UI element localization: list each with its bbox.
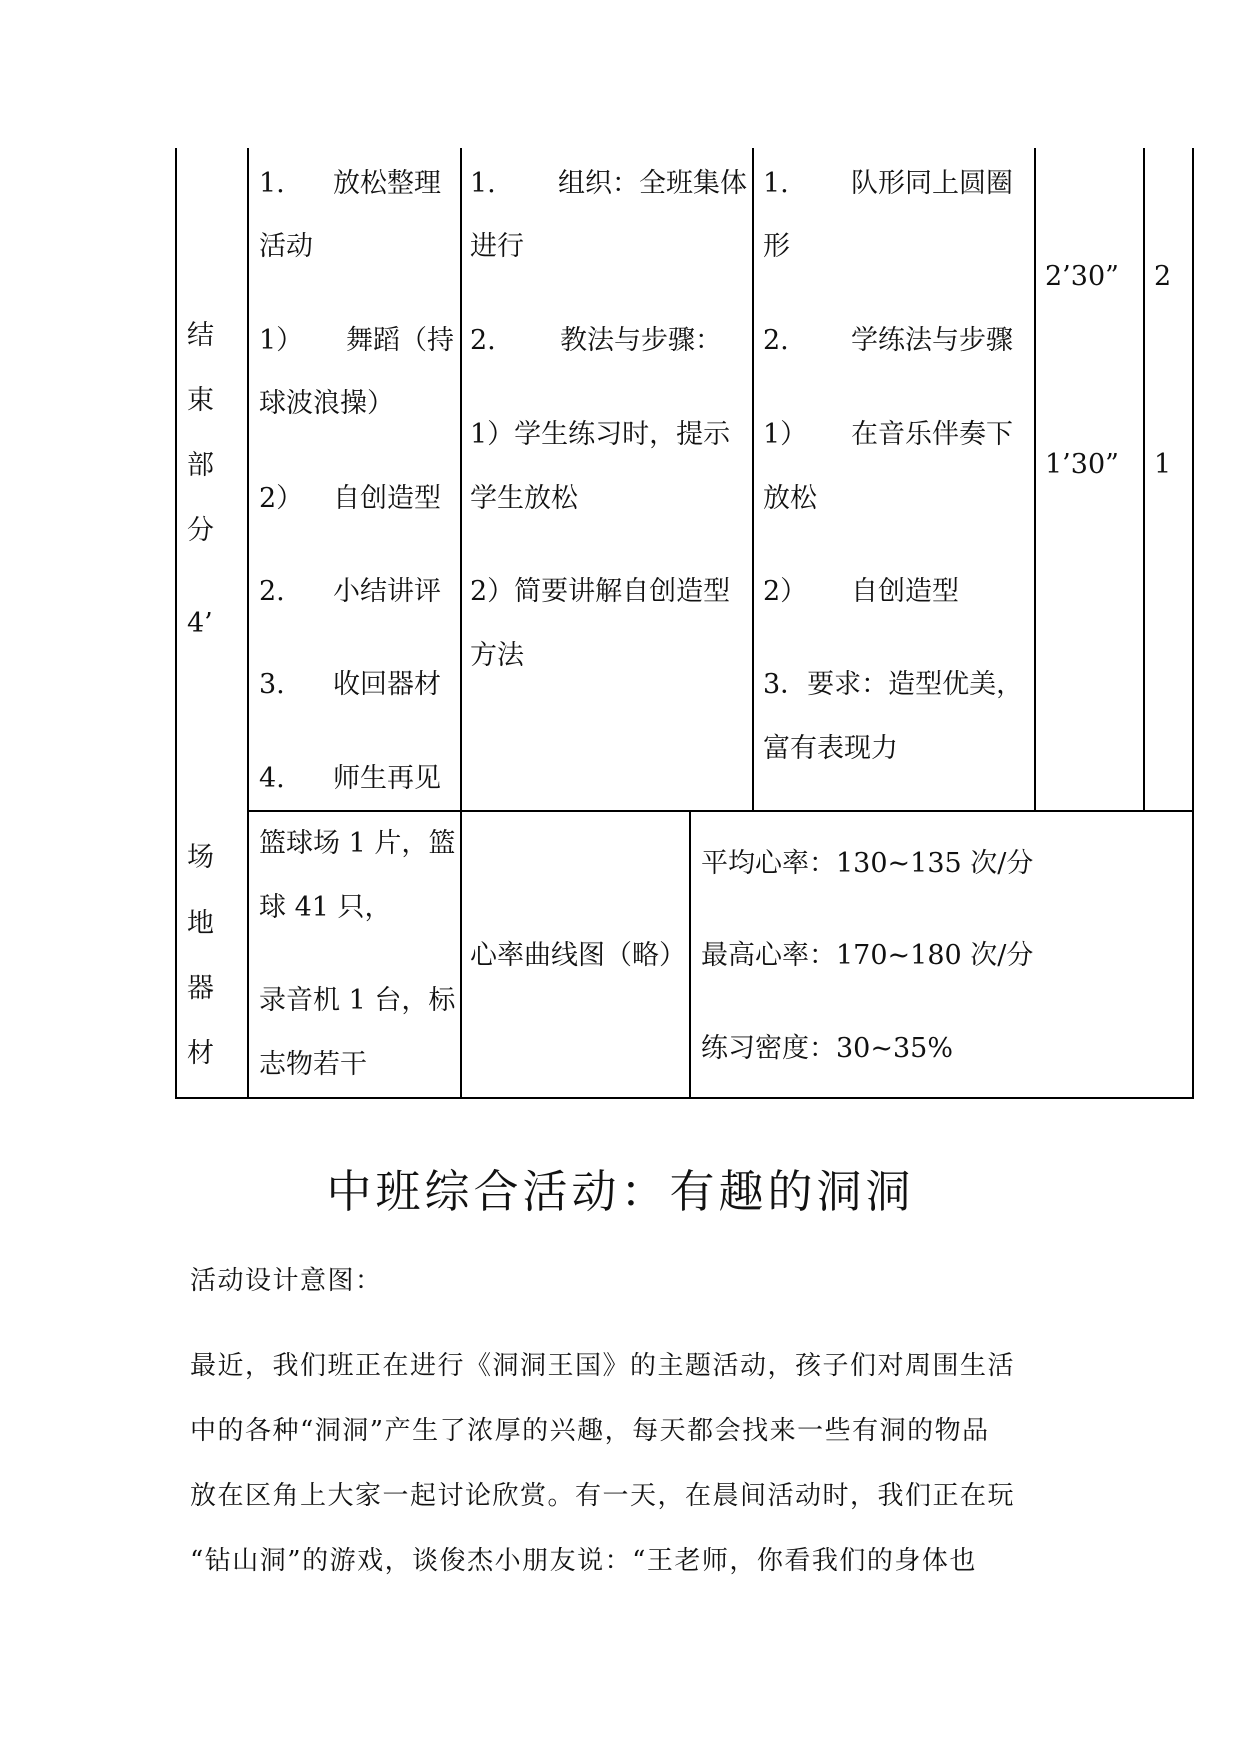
item-text: 放松	[763, 483, 817, 514]
count-value: 1	[1154, 449, 1172, 480]
label-char: 部	[187, 450, 214, 481]
item-number: 2.	[259, 576, 285, 607]
item-text: 队形同上圆圈	[851, 168, 1013, 199]
item-text: 形	[763, 231, 790, 262]
table-row-divider	[247, 810, 1194, 812]
table-divider-label	[247, 148, 249, 1098]
equipment-line: 录音机 1 台，标	[259, 985, 456, 1016]
table-divider-content	[460, 148, 462, 1098]
item-number: 1）	[259, 325, 304, 356]
table-border-right	[1192, 148, 1194, 1098]
equipment-line: 篮球场 1 片，篮	[259, 828, 456, 859]
item-text: 3．要求：造型优美，	[763, 669, 1024, 700]
table-border-bottom	[175, 1097, 1194, 1099]
item-text: 教法与步骤：	[560, 325, 722, 356]
label-char: 4’	[187, 608, 213, 639]
item-text: 活动	[259, 231, 313, 262]
item-text: 在音乐伴奏下	[851, 419, 1013, 450]
time-value: 1’30”	[1045, 449, 1119, 480]
table-divider-student	[1034, 148, 1036, 810]
heart-rate-curve-note: 心率曲线图（略）	[470, 940, 686, 971]
section-label: 活动设计意图：	[190, 1266, 383, 1296]
stat-line: 最高心率：170~180 次/分	[701, 940, 1034, 971]
item-text: 方法	[470, 640, 524, 671]
paragraph-line: “钻山洞”的游戏，谈俊杰小朋友说：“王老师，你看我们的身体也	[190, 1546, 977, 1576]
item-number: 2.	[470, 325, 496, 356]
item-number: 2.	[763, 325, 789, 356]
item-text: 放松整理	[333, 168, 441, 199]
item-number: 1.	[470, 168, 496, 199]
paragraph-line: 放在区角上大家一起讨论欣赏。有一天，在晨间活动时，我们正在玩	[190, 1481, 1016, 1511]
item-text: 组织：全班集体	[558, 168, 747, 199]
label-char: 分	[187, 515, 214, 546]
item-number: 3.	[259, 669, 285, 700]
item-text: 进行	[470, 231, 524, 262]
item-text: 富有表现力	[763, 733, 898, 764]
label-char: 束	[187, 385, 214, 416]
item-text: 自创造型	[333, 483, 441, 514]
item-number: 1.	[763, 168, 789, 199]
label-char: 器	[187, 973, 214, 1004]
time-value: 2’30”	[1045, 261, 1119, 292]
paragraph-line: 中的各种“洞洞”产生了浓厚的兴趣，每天都会找来一些有洞的物品	[190, 1416, 990, 1446]
item-text: 1）学生练习时，提示	[470, 419, 731, 450]
count-value: 2	[1154, 261, 1172, 292]
item-text: 自创造型	[851, 576, 959, 607]
item-number: 1）	[763, 419, 808, 450]
item-number: 4.	[259, 763, 285, 794]
item-number: 2）	[763, 576, 808, 607]
document-title: 中班综合活动：有趣的洞洞	[326, 1165, 915, 1218]
label-char: 材	[187, 1038, 214, 1069]
table-divider-teacher	[752, 148, 754, 810]
label-char: 地	[187, 908, 214, 939]
table-border-left	[175, 148, 177, 1098]
item-text: 小结讲评	[333, 576, 441, 607]
label-char: 场	[187, 842, 214, 873]
item-number: 1.	[259, 168, 285, 199]
item-text: 收回器材	[333, 669, 441, 700]
paragraph-line: 最近，我们班正在进行《洞洞王国》的主题活动，孩子们对周围生活	[190, 1351, 1016, 1381]
item-text: 2）简要讲解自创造型	[470, 576, 731, 607]
item-text: 师生再见	[333, 763, 441, 794]
table-divider-time	[1143, 148, 1145, 810]
item-text: 球波浪操）	[259, 388, 394, 419]
equipment-line: 志物若干	[259, 1049, 367, 1080]
stat-line: 练习密度：30~35%	[701, 1033, 953, 1064]
item-text: 学生放松	[470, 483, 578, 514]
equipment-line: 球 41 只，	[259, 892, 392, 923]
label-char: 结	[187, 320, 214, 351]
item-number: 2）	[259, 483, 304, 514]
item-text: 舞蹈（持	[346, 325, 454, 356]
stat-line: 平均心率：130~135 次/分	[701, 848, 1034, 879]
table-divider-curve	[689, 810, 691, 1098]
item-text: 学练法与步骤	[851, 325, 1013, 356]
